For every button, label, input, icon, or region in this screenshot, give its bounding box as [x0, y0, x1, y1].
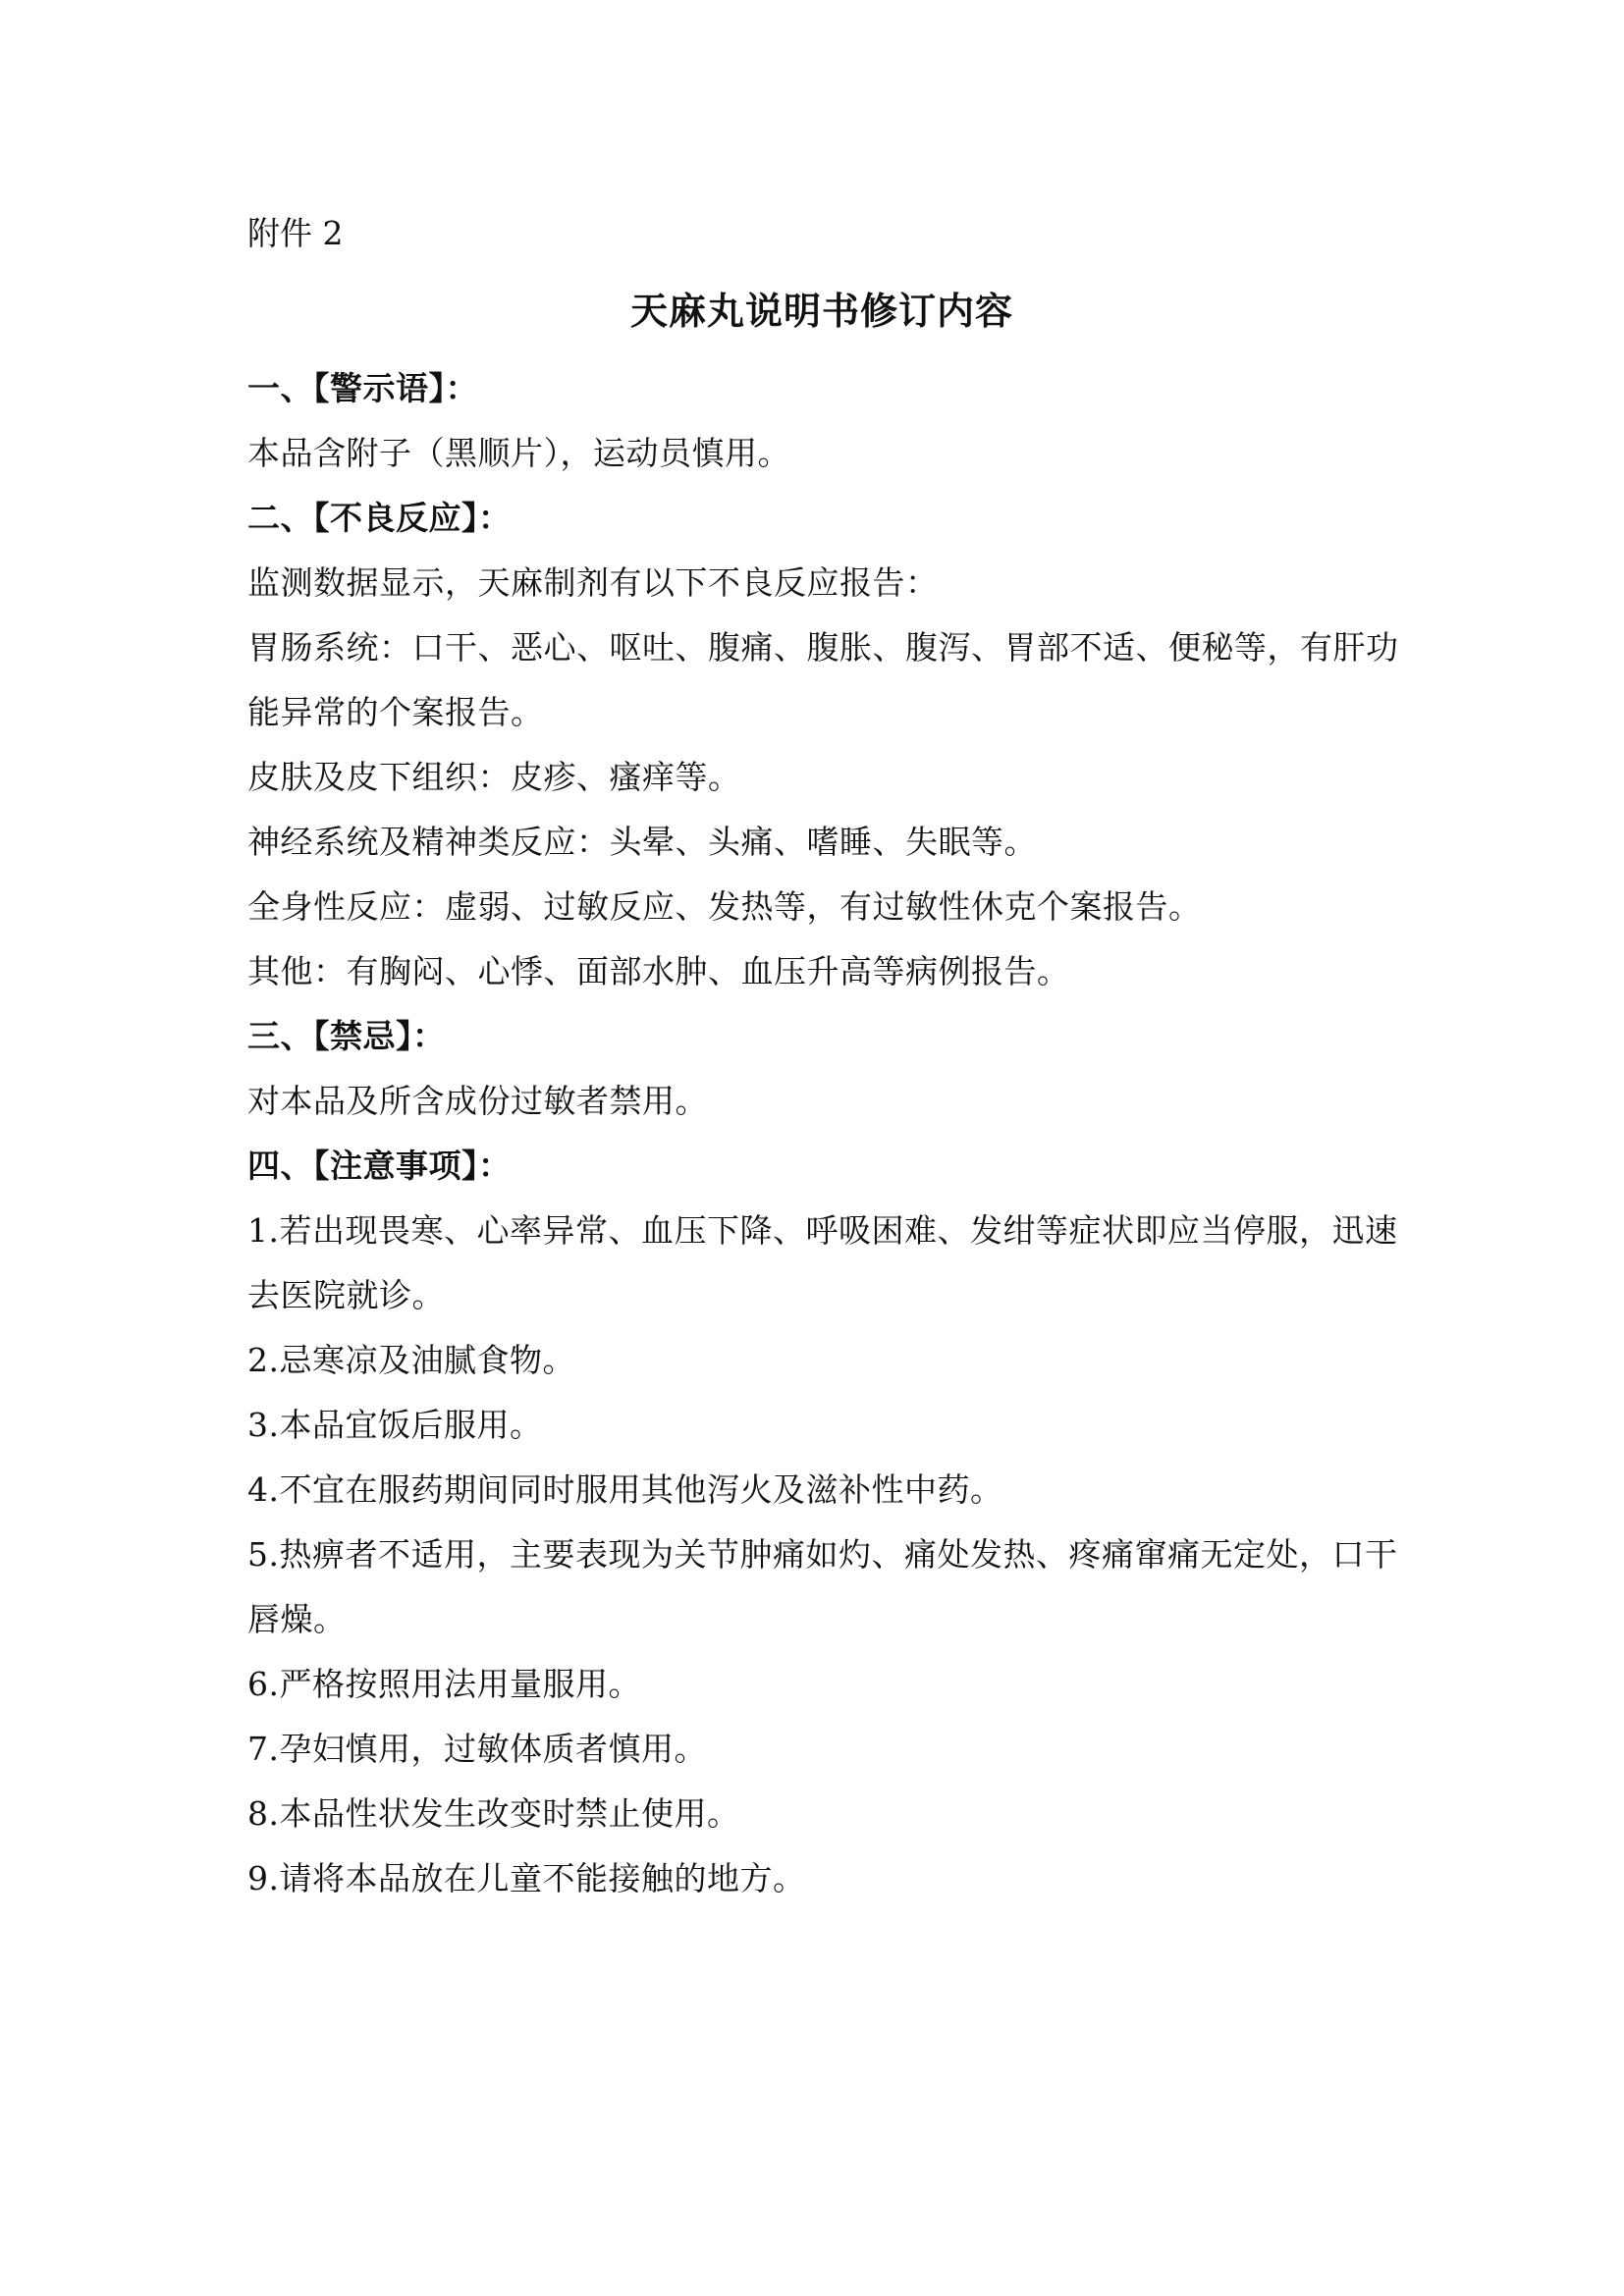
- document-page: [247, 201, 1399, 1911]
- attachment-label: 附件 2: [247, 214, 344, 252]
- body-line: 皮肤及皮下组织：皮疹、瘙痒等。: [247, 758, 741, 796]
- body-line: 唇燥。: [247, 1600, 347, 1638]
- section-contraindications: [247, 1004, 1396, 1134]
- body-line: 3.本品宜饭后服用。: [247, 1406, 543, 1444]
- body-line: 6.严格按照用法用量服用。: [247, 1665, 641, 1703]
- body-line: 能异常的个案报告。: [247, 693, 544, 731]
- section-adverse-reactions: [247, 486, 1399, 1004]
- body-line: 8.本品性状发生改变时禁止使用。: [247, 1794, 740, 1833]
- body-line: 1.若出现畏寒、心率异常、血压下降、呼吸困难、发绀等症状即应当停服，迅速: [247, 1211, 1398, 1250]
- body-line: 胃肠系统：口干、恶心、呕吐、腹痛、腹胀、腹泻、胃部不适、便秘等，有肝功: [247, 628, 1399, 667]
- section-heading: 四、【注意事项】：: [247, 1147, 512, 1185]
- body-line: 9.请将本品放在儿童不能接触的地方。: [247, 1859, 806, 1897]
- body-line: 2.忌寒凉及油腻食物。: [247, 1341, 575, 1379]
- section-heading: 三、【禁忌】：: [247, 1017, 446, 1055]
- body-line: 对本品及所含成份过敏者禁用。: [247, 1082, 708, 1120]
- body-line: 本品含附子（黑顺片），运动员慎用。: [247, 434, 790, 472]
- body-line: 其他：有胸闷、心悸、面部水肿、血压升高等病例报告。: [247, 952, 1070, 990]
- body-line: 5.热痹者不适用，主要表现为关节肿痛如灼、痛处发热、疼痛窜痛无定处，口干: [247, 1535, 1398, 1574]
- section-heading: 一、【警示语】：: [247, 369, 478, 407]
- body-line: 4.不宜在服药期间同时服用其他泻火及滋补性中药。: [247, 1470, 1003, 1509]
- body-line: 全身性反应：虚弱、过敏反应、发热等，有过敏性休克个案报告。: [247, 887, 1202, 926]
- body-line: 监测数据显示，天麻制剂有以下不良反应报告：: [247, 563, 939, 602]
- section-precautions: [247, 1134, 1396, 1911]
- section-heading: 二、【不良反应】：: [247, 499, 512, 537]
- body-line: 7.孕妇慎用，过敏体质者慎用。: [247, 1730, 707, 1768]
- document-title: 天麻丸说明书修订内容: [629, 289, 1013, 333]
- body-line: 去医院就诊。: [247, 1276, 445, 1314]
- section-warning: [247, 356, 1396, 486]
- body-line: 神经系统及精神类反应：头晕、头痛、嗜睡、失眠等。: [247, 823, 1037, 861]
